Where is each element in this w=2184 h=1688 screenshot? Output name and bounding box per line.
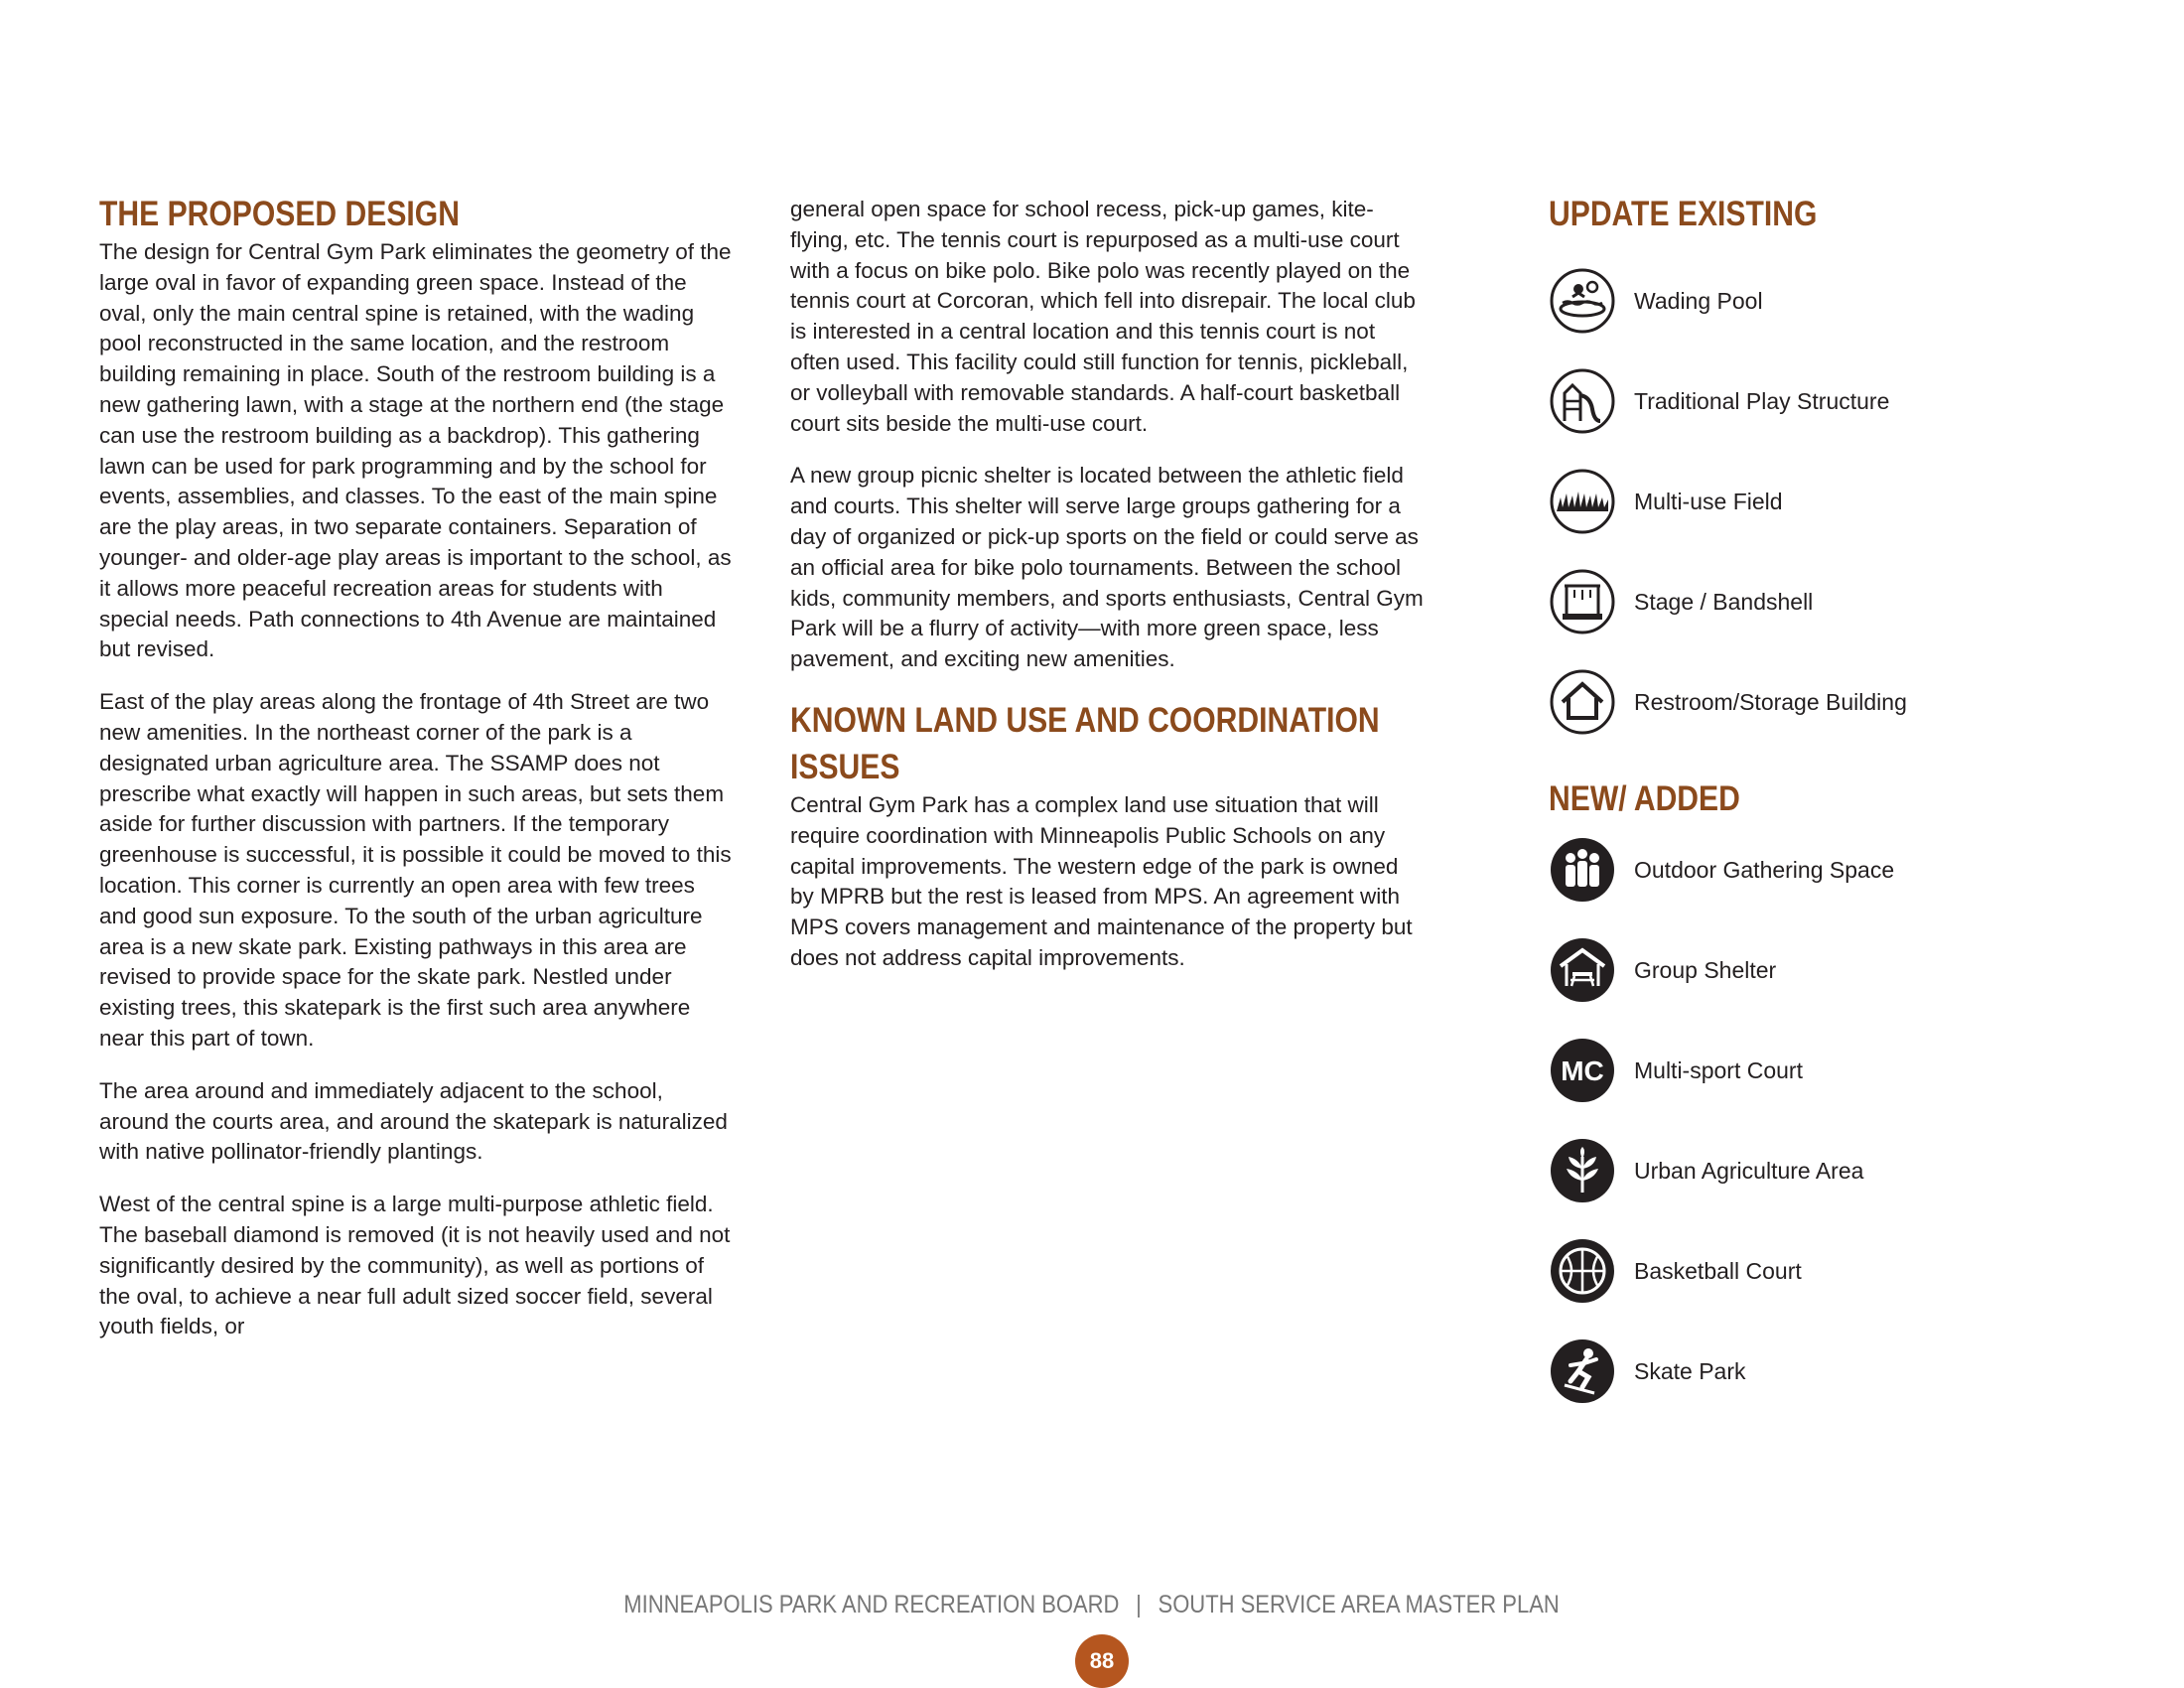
restroom-building-icon <box>1549 668 1616 736</box>
urban-agriculture-icon <box>1549 1137 1616 1204</box>
footer-separator: | <box>1136 1591 1143 1618</box>
column-proposed-design <box>99 191 735 1364</box>
legend-item-wading-pool <box>1549 267 2144 335</box>
heading-update-existing: UPDATE EXISTING <box>1549 195 1818 233</box>
legend-item-restroom <box>1549 668 2144 736</box>
legend-item-skate-park <box>1549 1337 2144 1405</box>
skate-park-icon <box>1549 1337 1616 1405</box>
multi-sport-court-glyph: MC <box>1561 1055 1604 1086</box>
legend-label: Urban Agriculture Area <box>1634 1157 1864 1184</box>
heading-new-added: NEW/ ADDED <box>1549 779 1740 818</box>
footer-organization: MINNEAPOLIS PARK AND RECREATION BOARD <box>623 1591 1120 1618</box>
legend-item-urban-agriculture <box>1549 1137 2144 1204</box>
group-shelter-icon <box>1549 936 1616 1004</box>
heading-proposed-design: THE PROPOSED DESIGN <box>99 195 460 233</box>
amenity-legend <box>1549 191 2144 1438</box>
multi-use-field-icon <box>1549 468 1616 535</box>
legend-item-stage <box>1549 568 2144 635</box>
footer-document-title: SOUTH SERVICE AREA MASTER PLAN <box>1158 1591 1561 1618</box>
paragraph: East of the play areas along the frontage of 4th Street are two new amenities. In the northeast corner of the park is a designated urban agriculture area. The SSAMP does not prescribe what exactly will happen in such areas, but sets them aside for further discussion with partners. If the temporary greenhouse is successful, it is possible it could be moved to this location. This corner is currently an open area with few trees and good sun exposure. To the south of the urban agriculture area is a new skate park. Existing pathways in this area are revised to provide space for the skate park. Nestled under existing trees, this skatepark is the first such area anywhere near this part of town. <box>99 689 732 1051</box>
legend-label: Multi-sport Court <box>1634 1056 1803 1083</box>
paragraph: West of the central spine is a large multi-purpose athletic field. The baseball diamond is removed (it is not heavily used and not significantly desired by the community), as well as portions of the oval, to achieve a near full adult sized soccer field, several youth fields, or <box>99 1192 731 1339</box>
legend-label: Restroom/Storage Building <box>1634 688 1907 715</box>
legend-label: Skate Park <box>1634 1357 1746 1384</box>
gathering-space-icon <box>1549 836 1616 904</box>
legend-item-basketball-court <box>1549 1237 2144 1305</box>
legend-label: Traditional Play Structure <box>1634 387 1890 414</box>
legend-label: Outdoor Gathering Space <box>1634 856 1895 883</box>
play-structure-icon <box>1549 367 1616 435</box>
multi-sport-court-icon <box>1549 1037 1616 1104</box>
basketball-court-icon <box>1549 1237 1616 1305</box>
page-number-badge: 88 <box>1075 1634 1129 1688</box>
legend-item-group-shelter <box>1549 936 2144 1004</box>
paragraph: general open space for school recess, pick-up games, kite-flying, etc. The tennis court is repurposed as a multi-use court with a focus on bike polo. Bike polo was recently played on the tennis court at Corcoran, which fell into disrepair. The local club is interested in a central location and this tennis court is not often used. This facility could still function for tennis, pickleball, or volleyball with removable standards. A half-court basketball court sits beside the multi-use court. <box>790 197 1416 436</box>
page-footer <box>0 1591 2184 1619</box>
legend-label: Basketball Court <box>1634 1257 1802 1284</box>
paragraph: The area around and immediately adjacent to the school, around the courts area, and around the skatepark is naturalized with native pollinator-friendly plantings. <box>99 1077 728 1165</box>
legend-label: Multi-use Field <box>1634 488 1783 514</box>
paragraph: A new group picnic shelter is located between the athletic field and courts. This shelter will serve large groups gathering for a day of organized or pick-up sports on the field or could serve as an official area for bike polo tournaments. Between the school kids, community members, and sports enthusiasts, Central Gym Park will be a flurry of activity—with more green space, less pavement, and exciting new amenities. <box>790 463 1424 672</box>
stage-icon <box>1549 568 1616 635</box>
legend-item-play-structure <box>1549 367 2144 435</box>
legend-item-multi-sport-court <box>1549 1037 2144 1104</box>
column-continued <box>790 195 1426 996</box>
legend-item-multi-use-field <box>1549 468 2144 535</box>
heading-land-use-issues: KNOWN LAND USE AND COORDINATION ISSUES <box>790 700 1380 786</box>
legend-item-gathering-space <box>1549 836 2144 904</box>
paragraph: The design for Central Gym Park eliminates the geometry of the large oval in favor of expanding green space. Instead of the oval, only the main central spine is retained, with the wading pool reconstructed in the same location, and the restroom building remaining in place. South of the restroom building is a new gathering lawn, with a stage at the northern end (the stage can use the restroom building as a backdrop). This gathering lawn can be used for park programming and by the school for events, assemblies, and classes. To the east of the main spine are the play areas, in two separate containers. Separation of younger- and older-age play areas is important to the school, as it allows more peaceful recreation areas for students with special needs. Path connections to 4th Avenue are maintained but revised. <box>99 239 732 662</box>
legend-label: Stage / Bandshell <box>1634 588 1814 615</box>
legend-label: Group Shelter <box>1634 956 1777 983</box>
paragraph: Central Gym Park has a complex land use situation that will require coordination with Minneapolis Public Schools on any capital improvements. The western edge of the park is owned by MPRB but the rest is leased from MPS. An agreement with MPS covers management and maintenance of the property but does not address capital improvements. <box>790 791 1413 970</box>
legend-label: Wading Pool <box>1634 287 1763 314</box>
wading-pool-icon <box>1549 267 1616 335</box>
